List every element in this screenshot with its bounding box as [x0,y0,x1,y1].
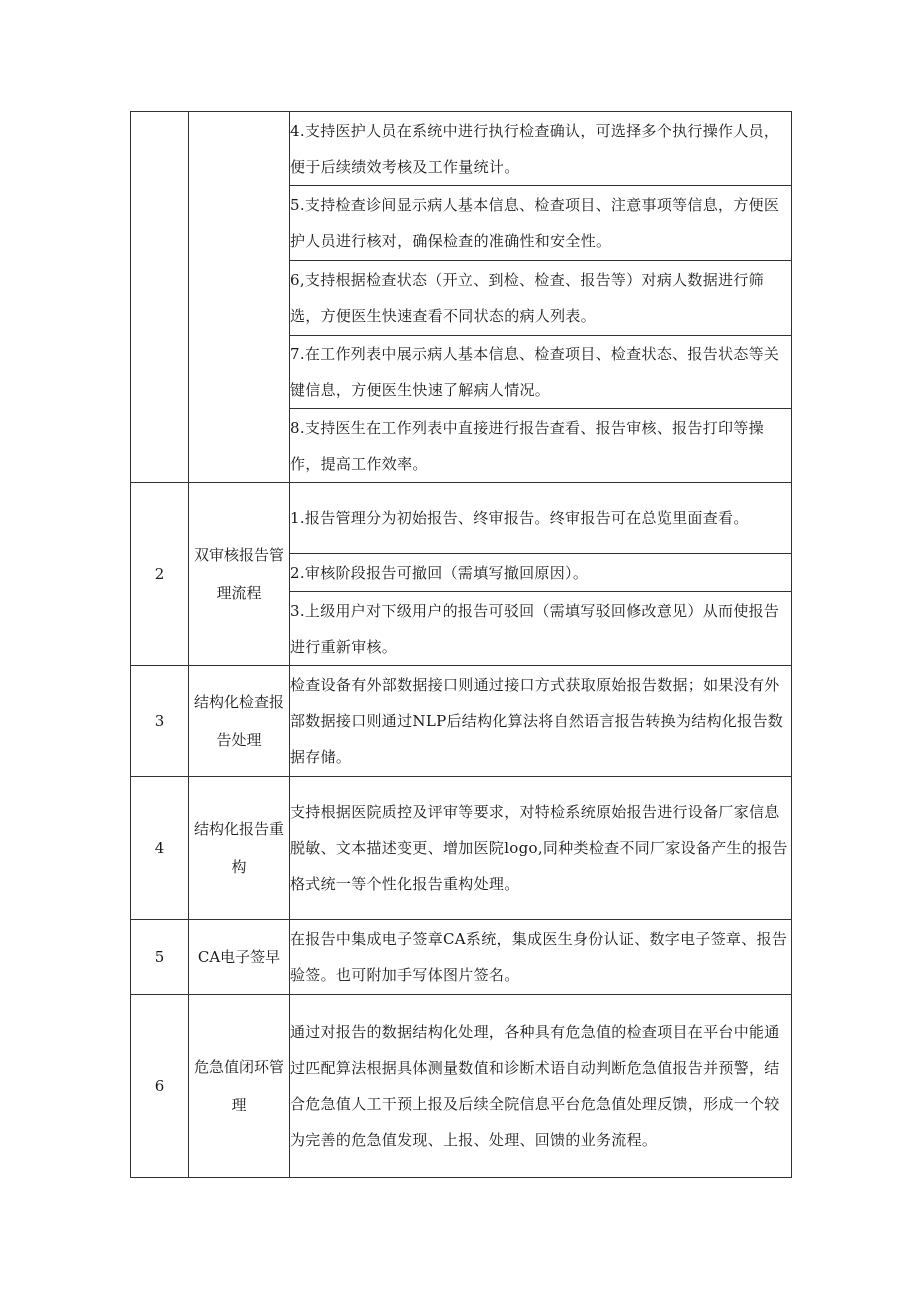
row-number: 2 [131,483,189,666]
row-number: 5 [131,920,189,995]
table-row [131,666,792,777]
requirement-item: 检查设备有外部数据接口则通过接口方式获取原始报告数据；如果没有外部数据接口则通过NLP后结构化算法将自然语言报告转换为结构化报告数据存储。 [290,666,792,777]
requirement-item: 2.审核阶段报告可撤回（需填写撤回原因）。 [290,554,792,592]
row-number: 6 [131,995,189,1178]
table-row [131,920,792,995]
row-number: 4 [131,777,189,920]
requirement-item: 6,支持根据检查状态（开立、到检、检查、报告等）对病人数据进行筛选，方便医生快速查看不同状态的病人列表。 [290,261,792,336]
table-row [131,995,792,1178]
requirements-table [130,111,792,1178]
requirement-item: 4.支持医护人员在系统中进行执行检查确认，可选择多个执行操作人员，便于后续绩效考核及工作量统计。 [290,112,792,186]
requirement-item: 支持根据医院质控及评审等要求，对特检系统原始报告进行设备厂家信息脱敏、文本描述变更、增加医院logo,同种类检查不同厂家设备产生的报告格式统一等个性化报告重构处理。 [290,777,792,920]
function-name: 结构化报告重构 [189,777,290,920]
function-name: CA电子签早 [189,920,290,995]
function-name [189,112,290,483]
requirement-item: 在报告中集成电子签章CA系统，集成医生身份认证、数字电子签章、报告验签。也可附加手写体图片签名。 [290,920,792,995]
function-name: 危急值闭环管理 [189,995,290,1178]
table-row [131,483,792,554]
table-row [131,112,792,186]
requirement-item: 7.在工作列表中展示病人基本信息、检查项目、检查状态、报告状态等关键信息，方便医生快速了解病人情况。 [290,336,792,409]
row-number [131,112,189,483]
requirement-item: 8.支持医生在工作列表中直接进行报告查看、报告审核、报告打印等操作，提高工作效率。 [290,409,792,483]
table-row [131,777,792,920]
requirement-item: 1.报告管理分为初始报告、终审报告。终审报告可在总览里面查看。 [290,483,792,554]
row-number: 3 [131,666,189,777]
requirement-item: 3.上级用户对下级用户的报告可驳回（需填写驳回修改意见）从而使报告进行重新审核。 [290,592,792,666]
requirement-item: 5.支持检查诊间显示病人基本信息、检查项目、注意事项等信息，方便医护人员进行核对，确保检查的准确性和安全性。 [290,186,792,261]
requirement-item: 通过对报告的数据结构化处理，各种具有危急值的检查项目在平台中能通过匹配算法根据具体测量数值和诊断术语自动判断危急值报告并预警，结合危急值人工干预上报及后续全院信息平台危急值处理反馈，形成一个较为完善的危急值发现、上报、处理、回馈的业务流程。 [290,995,792,1178]
function-name: 结构化检查报告处理 [189,666,290,777]
function-name: 双审核报告管理流程 [189,483,290,666]
